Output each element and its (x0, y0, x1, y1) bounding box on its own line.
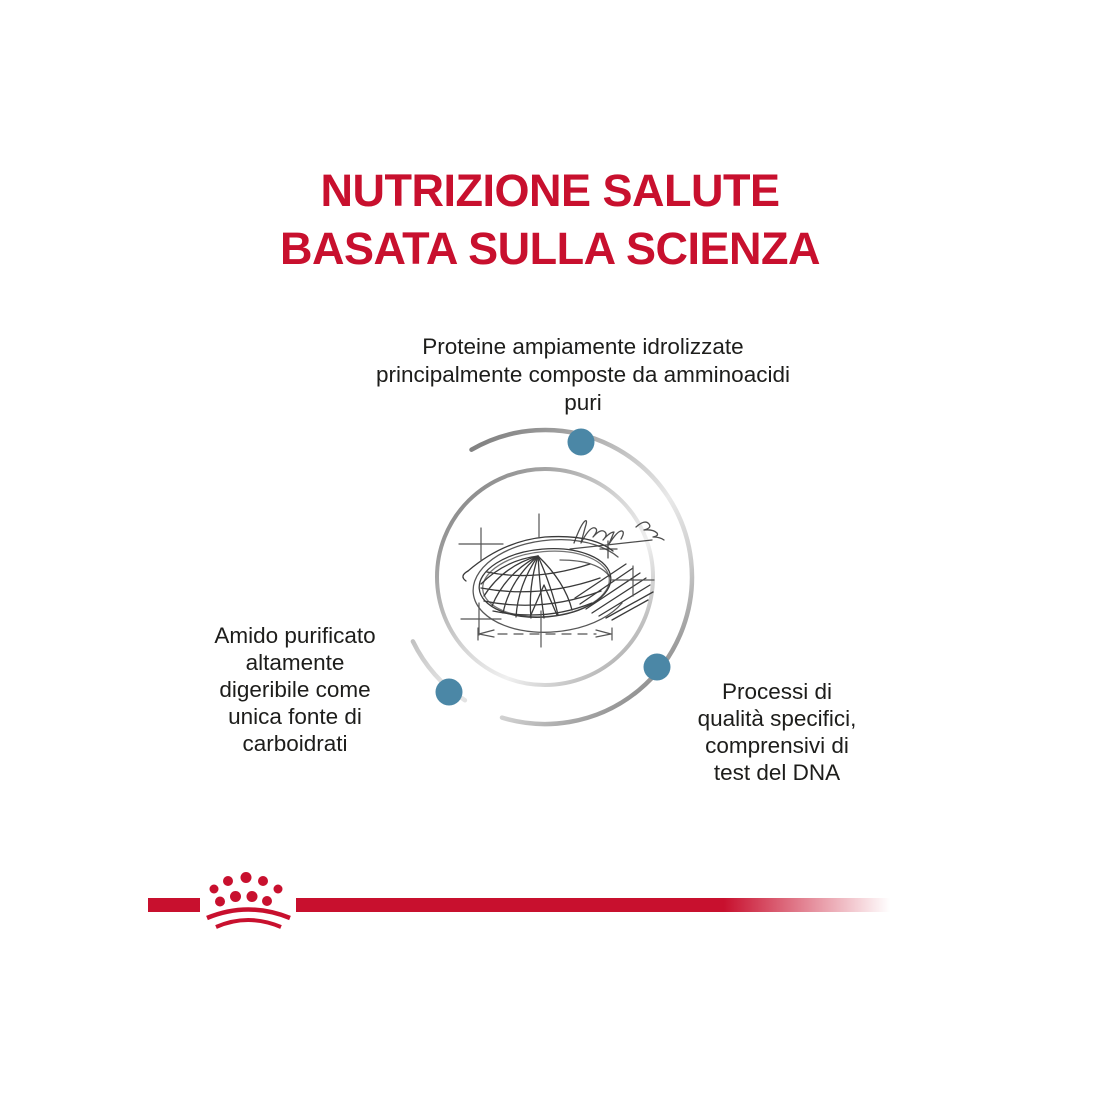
divider-right-segment (296, 898, 890, 912)
page-title-line: BASATA SULLA SCIENZA (280, 223, 820, 274)
callout-quality-line: Processi di (721, 679, 833, 704)
callout-starch-line: altamente (245, 650, 345, 675)
callout-starch-line: unica fonte di (228, 704, 362, 729)
royal-canin-crown-icon (207, 872, 290, 927)
kibble-sketch-icon (459, 514, 664, 647)
callout-protein-line: Proteine ampiamente idrolizzate (422, 334, 744, 359)
callout-protein-line: puri (564, 390, 602, 415)
callout-starch-line: carboidrati (242, 731, 348, 756)
science-cycle-diagram (413, 429, 692, 725)
callout-quality-line: test del DNA (713, 760, 841, 785)
dimension-line (478, 628, 612, 640)
callout-quality-line: comprensivi di (705, 733, 849, 758)
footer-divider (148, 872, 890, 927)
divider-left-segment (148, 898, 200, 912)
page-title-line: NUTRIZIONE SALUTE (320, 165, 780, 216)
crosshair-marks (459, 514, 654, 647)
callout-starch-line: digeribile come (219, 677, 371, 702)
progress-dot-starch (436, 679, 463, 706)
callout-protein-line: principalmente composte da amminoacidi (376, 362, 790, 387)
callout-quality-line: qualità specifici, (697, 706, 857, 731)
callout-starch-line: Amido purificato (214, 623, 376, 648)
progress-dot-protein (568, 429, 595, 456)
progress-dot-quality (644, 654, 671, 681)
